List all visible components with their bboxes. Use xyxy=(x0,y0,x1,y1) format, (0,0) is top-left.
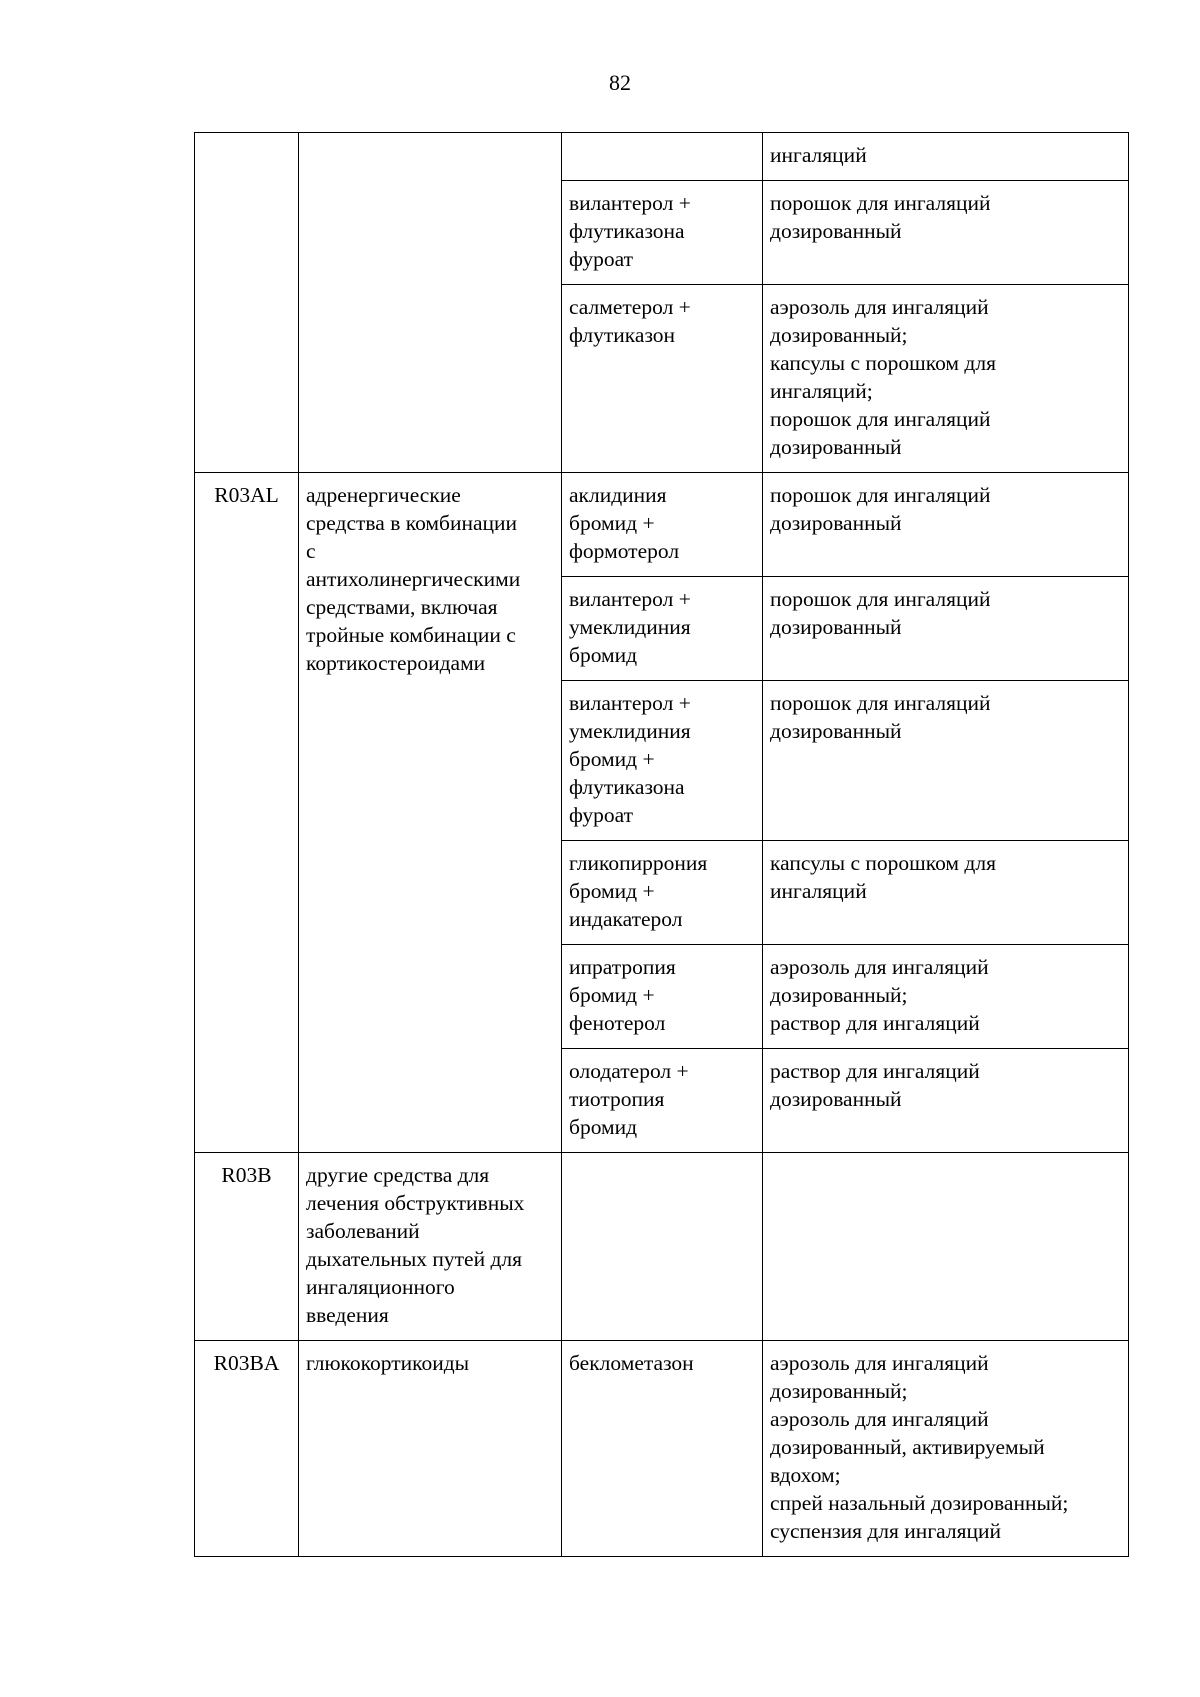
drug-table xyxy=(194,132,1129,1557)
group-cell: другие средства для лечения обструктивных заболеваний дыхательных путей для ингаляционного введения xyxy=(299,1153,562,1341)
group-cell: адренергические средства в комбинации с антихолинергическими средствами, включая тройные комбинации с кортикостероидами xyxy=(299,473,562,1153)
drug-cell: ипратропия бромид + фенотерол xyxy=(562,945,763,1049)
table-row xyxy=(195,473,1129,577)
drug-cell xyxy=(562,133,763,181)
drug-cell: вилантерол + флутиказона фуроат xyxy=(562,181,763,285)
form-cell: аэрозоль для ингаляций дозированный; аэрозоль для ингаляций дозированный, активируемый вдохом; спрей назальный дозированный; суспензия для ингаляций xyxy=(763,1341,1129,1557)
atc-code-cell xyxy=(195,133,299,473)
table-row xyxy=(195,1153,1129,1341)
group-cell xyxy=(299,133,562,473)
table-row xyxy=(195,133,1129,181)
drug-cell: беклометазон xyxy=(562,1341,763,1557)
form-cell: порошок для ингаляций дозированный xyxy=(763,473,1129,577)
drug-cell: олодатерол + тиотропия бромид xyxy=(562,1049,763,1153)
drug-cell: аклидиния бромид + формотерол xyxy=(562,473,763,577)
form-cell: порошок для ингаляций дозированный xyxy=(763,181,1129,285)
form-cell: аэрозоль для ингаляций дозированный; капсулы с порошком для ингаляций; порошок для ингаляций дозированный xyxy=(763,285,1129,473)
drug-cell: гликопиррония бромид + индакатерол xyxy=(562,841,763,945)
form-cell: ингаляций xyxy=(763,133,1129,181)
drug-cell xyxy=(562,1153,763,1341)
form-cell: раствор для ингаляций дозированный xyxy=(763,1049,1129,1153)
atc-code-cell: R03AL xyxy=(195,473,299,1153)
atc-code-cell: R03BA xyxy=(195,1341,299,1557)
form-cell: порошок для ингаляций дозированный xyxy=(763,681,1129,841)
group-cell: глюкокортикоиды xyxy=(299,1341,562,1557)
form-cell xyxy=(763,1153,1129,1341)
form-cell: капсулы с порошком для ингаляций xyxy=(763,841,1129,945)
page-number: 82 xyxy=(609,70,631,95)
form-cell: аэрозоль для ингаляций дозированный; раствор для ингаляций xyxy=(763,945,1129,1049)
form-cell: порошок для ингаляций дозированный xyxy=(763,577,1129,681)
drug-cell: вилантерол + умеклидиния бромид xyxy=(562,577,763,681)
drug-cell: салметерол + флутиказон xyxy=(562,285,763,473)
atc-code-cell: R03B xyxy=(195,1153,299,1341)
table-row xyxy=(195,1341,1129,1557)
drug-cell: вилантерол + умеклидиния бромид + флутиказона фуроат xyxy=(562,681,763,841)
